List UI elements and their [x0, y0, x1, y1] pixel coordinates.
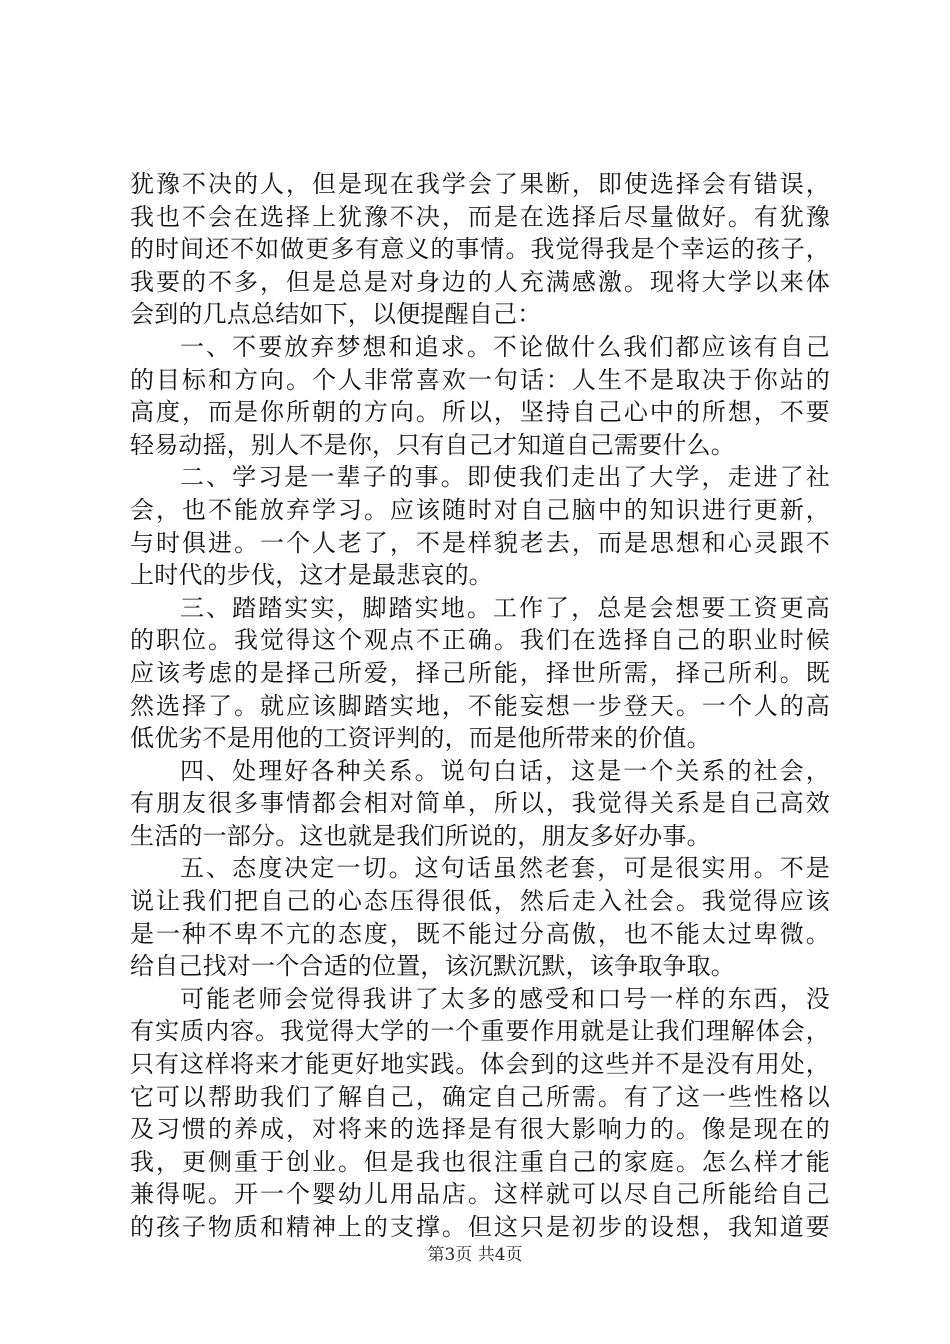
- text-line: 然选择了。就应该脚踏实地，不能妄想一步登天。一个人的高: [130, 691, 830, 720]
- text-line: 兼得呢。开一个婴幼儿用品店。这样就可以尽自己所能给自己: [130, 1180, 830, 1209]
- text-line: 四、处理好各种关系。说句白话，这是一个关系的社会，: [180, 756, 830, 785]
- text-line: 给自己找对一个合适的位置，该沉默沉默，该争取争取。: [130, 952, 735, 981]
- text-line: 的职位。我觉得这个观点不正确。我们在选择自己的职业时候: [130, 626, 830, 655]
- text-line: 高度，而是你所朝的方向。所以，坚持自己心中的所想，不要: [130, 398, 830, 427]
- text-line: 有朋友很多事情都会相对简单，所以，我觉得关系是自己高效: [130, 789, 830, 818]
- text-line: 犹豫不决的人，但是现在我学会了果断，即使选择会有错误，: [130, 170, 830, 198]
- text-line: 它可以帮助我们了解自己，确定自己所需。有了这一些性格以: [130, 1082, 830, 1111]
- text-line: 我要的不多，但是总是对身边的人充满感激。现将大学以来体: [130, 267, 830, 296]
- text-line: 及习惯的养成，对将来的选择是有很大影响力的。像是现在的: [130, 1115, 830, 1144]
- text-line: 说让我们把自己的心态压得很低，然后走入社会。我觉得应该: [130, 887, 830, 916]
- text-line: 我也不会在选择上犹豫不决，而是在选择后尽量做好。有犹豫: [130, 202, 830, 231]
- text-line: 一、不要放弃梦想和追求。不论做什么我们都应该有自己: [180, 332, 830, 361]
- text-line: 生活的一部分。这也就是我们所说的，朋友多好办事。: [130, 821, 711, 850]
- text-line: 是一种不卑不亢的态度，既不能过分高傲，也不能太过卑微。: [130, 919, 830, 948]
- text-line: 可能老师会觉得我讲了太多的感受和口号一样的东西，没: [180, 984, 830, 1013]
- page-number-footer: 第3页 共4页: [427, 1245, 523, 1265]
- text-line: 二、学习是一辈子的事。即使我们走出了大学，走进了社: [180, 463, 830, 492]
- text-line: 会，也不能放弃学习。应该随时对自己脑中的知识进行更新，: [130, 495, 830, 524]
- text-line: 上时代的步伐，这才是最悲哀的。: [130, 561, 493, 590]
- text-line: 轻易动摇，别人不是你，只有自己才知道自己需要什么。: [130, 430, 735, 459]
- text-line: 的时间还不如做更多有意义的事情。我觉得我是个幸运的孩子，: [130, 235, 830, 264]
- text-line: 应该考虑的是择己所爱，择己所能，择世所需，择己所利。既: [130, 658, 830, 687]
- text-line: 与时俱进。一个人老了，不是样貌老去，而是思想和心灵跟不: [130, 528, 830, 557]
- text-line: 三、踏踏实实，脚踏实地。工作了，总是会想要工资更高: [180, 593, 830, 622]
- text-line: 五、态度决定一切。这句话虽然老套，可是很实用。不是: [180, 854, 830, 883]
- text-line: 只有这样将来才能更好地实践。体会到的这些并不是没有用处，: [130, 1050, 830, 1079]
- document-body: [130, 168, 830, 1244]
- text-line: 有实质内容。我觉得大学的一个重要作用就是让我们理解体会，: [130, 1017, 830, 1046]
- text-line: 低优劣不是用他的工资评判的，而是他所带来的价值。: [130, 724, 711, 753]
- text-line: 我，更侧重于创业。但是我也很注重自己的家庭。怎么样才能: [130, 1147, 830, 1176]
- text-line: 的目标和方向。个人非常喜欢一句话：人生不是取决于你站的: [130, 365, 830, 394]
- text-line: 的孩子物质和精神上的支撑。但这只是初步的设想，我知道要: [130, 1213, 830, 1241]
- text-line: 会到的几点总结如下，以便提醒自己：: [130, 300, 542, 329]
